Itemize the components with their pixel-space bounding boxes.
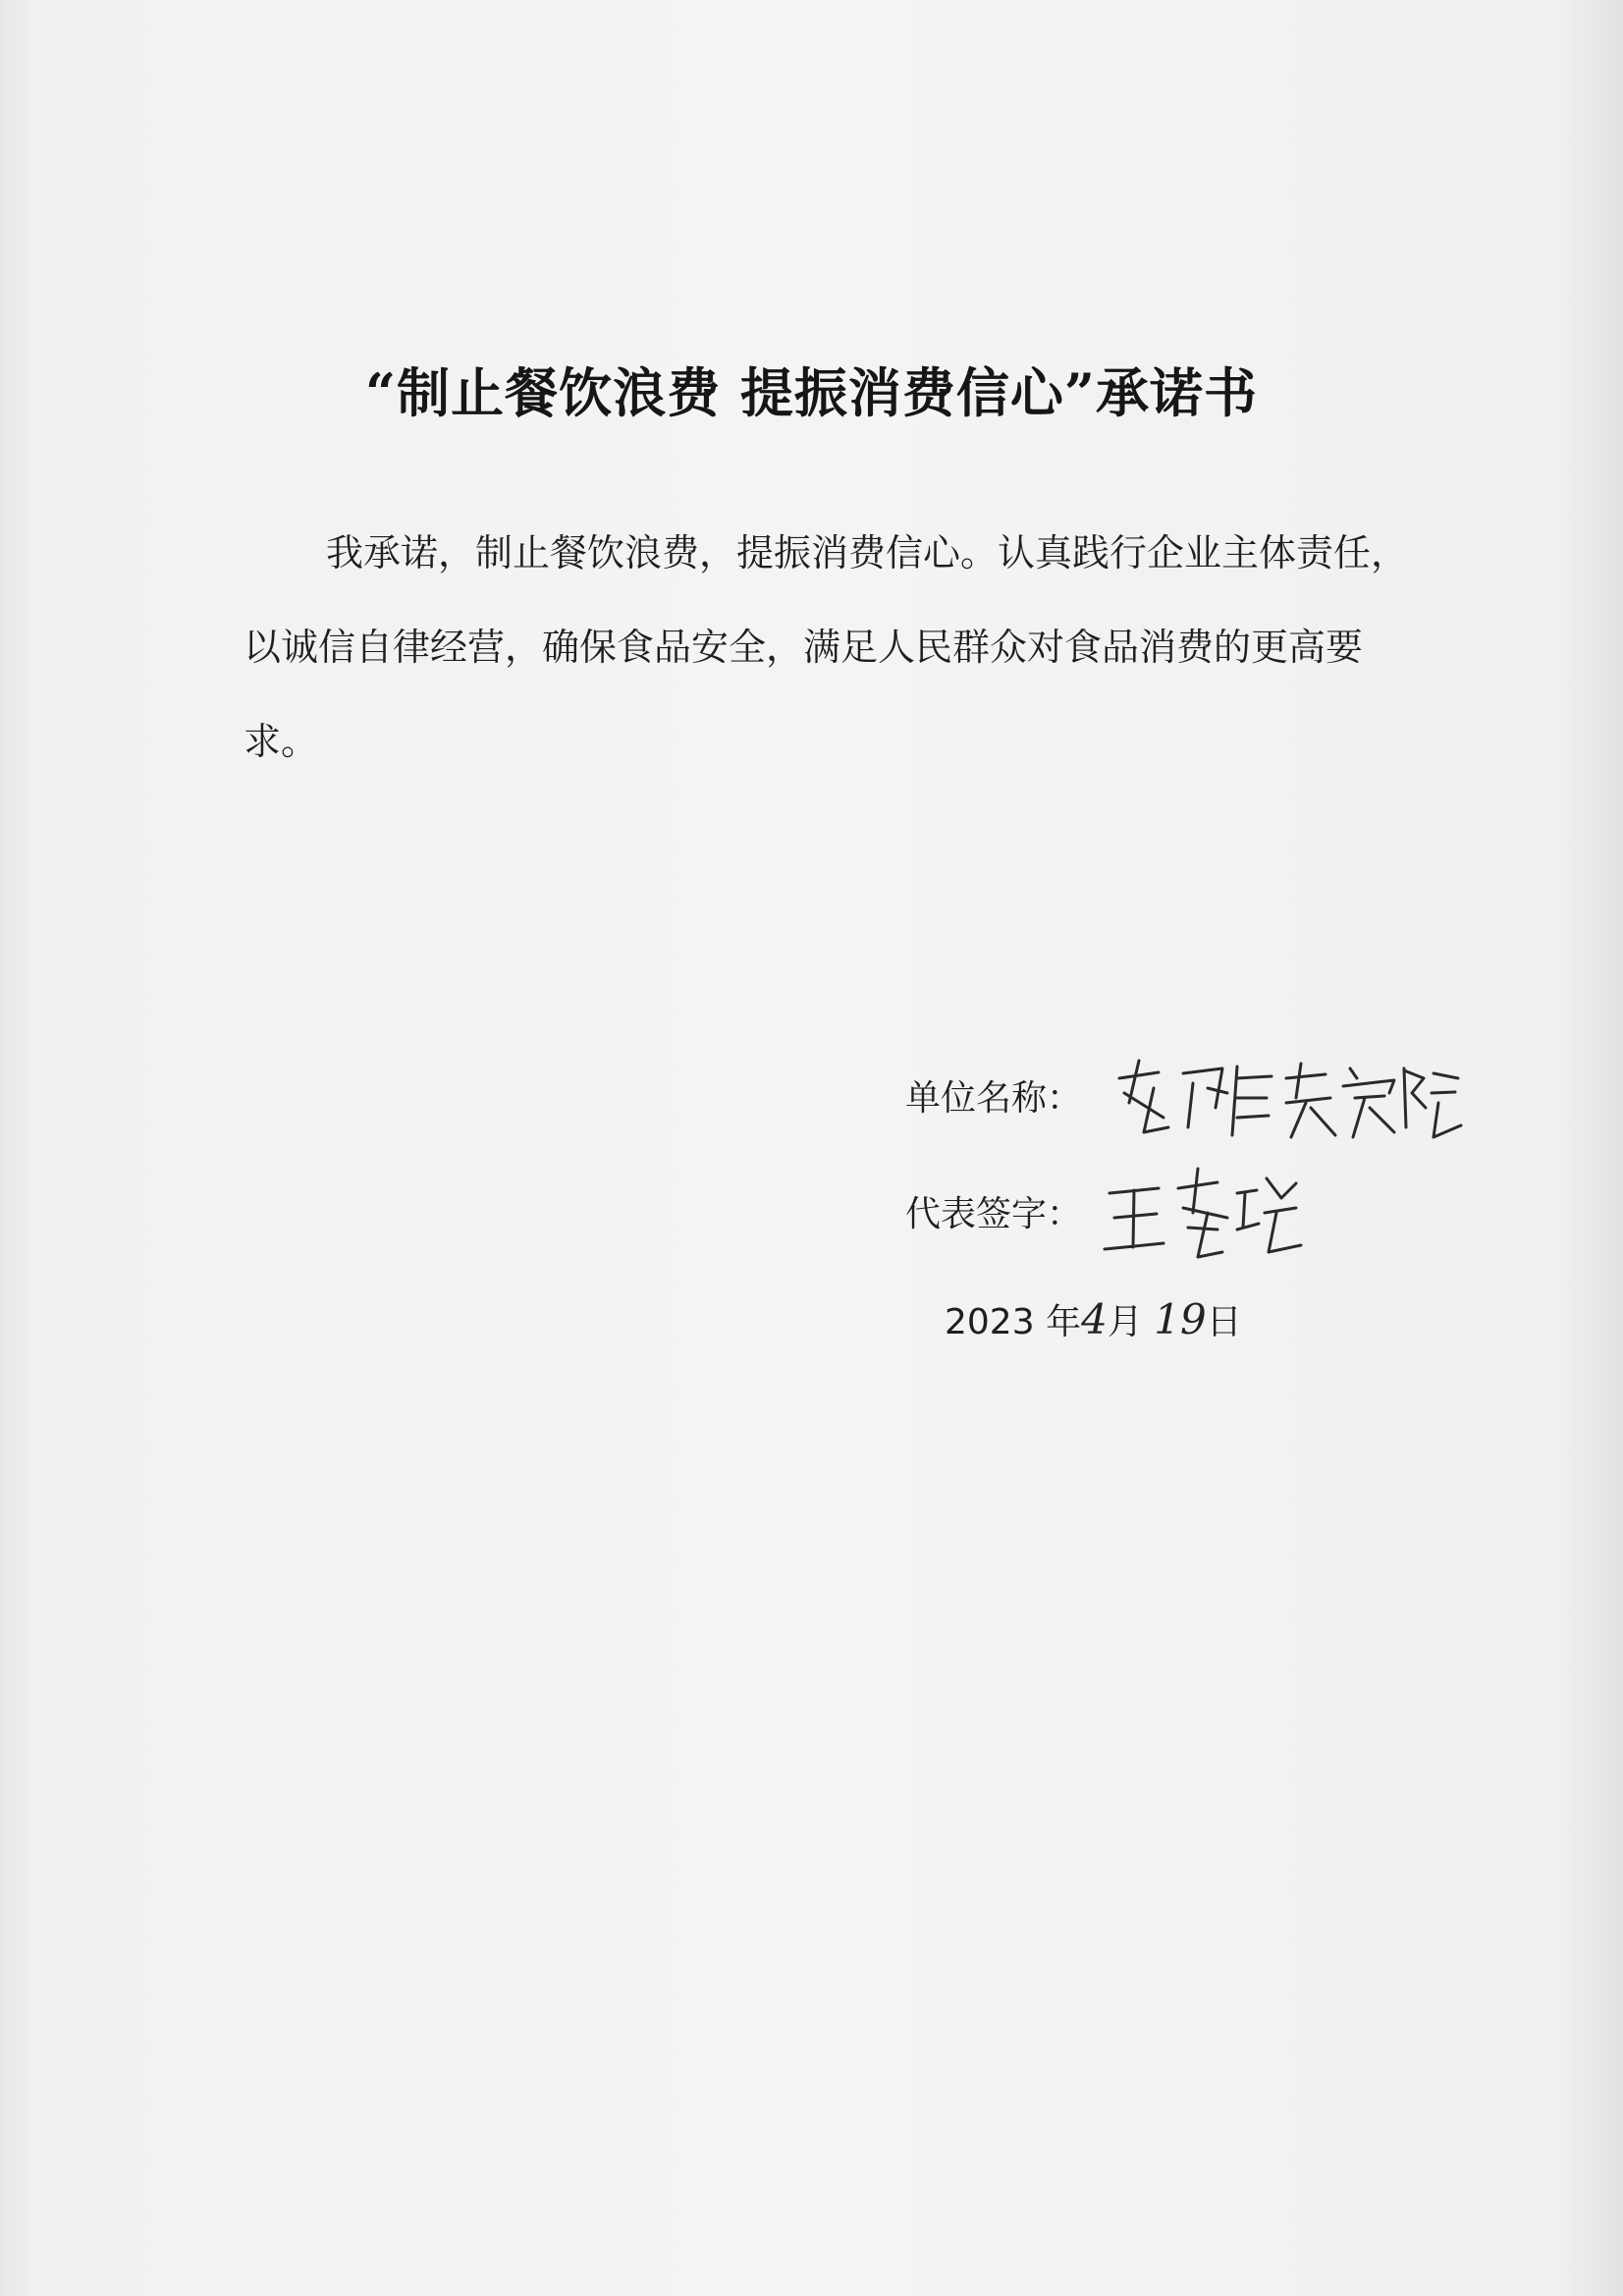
representative-signature-label: 代表签字： bbox=[905, 1194, 1083, 1234]
date-month-char: 月 bbox=[1107, 1302, 1155, 1342]
unit-name-line bbox=[905, 1070, 1082, 1121]
pledge-body-text: 我承诺，制止餐饮浪费，提振消费信心。认真践行企业主体责任，以诚信自律经营，确保食品安全，满足人民群众对食品消费的更高要求。 bbox=[243, 531, 1409, 763]
date-month-handwritten: 4 bbox=[1081, 1295, 1108, 1343]
unit-name-handwriting bbox=[1100, 1049, 1463, 1147]
date-day-handwritten: 19 bbox=[1154, 1295, 1207, 1343]
representative-signature-line bbox=[905, 1186, 1082, 1236]
date-day-char: 日 bbox=[1206, 1302, 1242, 1342]
date-year-char: 年 bbox=[1034, 1302, 1082, 1342]
document-title: “制止餐饮浪费 提振消费信心”承诺书 bbox=[365, 361, 1258, 424]
date-year: 2023 bbox=[945, 1302, 1035, 1342]
representative-signature-handwriting bbox=[1100, 1159, 1316, 1267]
unit-name-label: 单位名称： bbox=[905, 1078, 1083, 1119]
date-line bbox=[945, 1294, 1242, 1344]
